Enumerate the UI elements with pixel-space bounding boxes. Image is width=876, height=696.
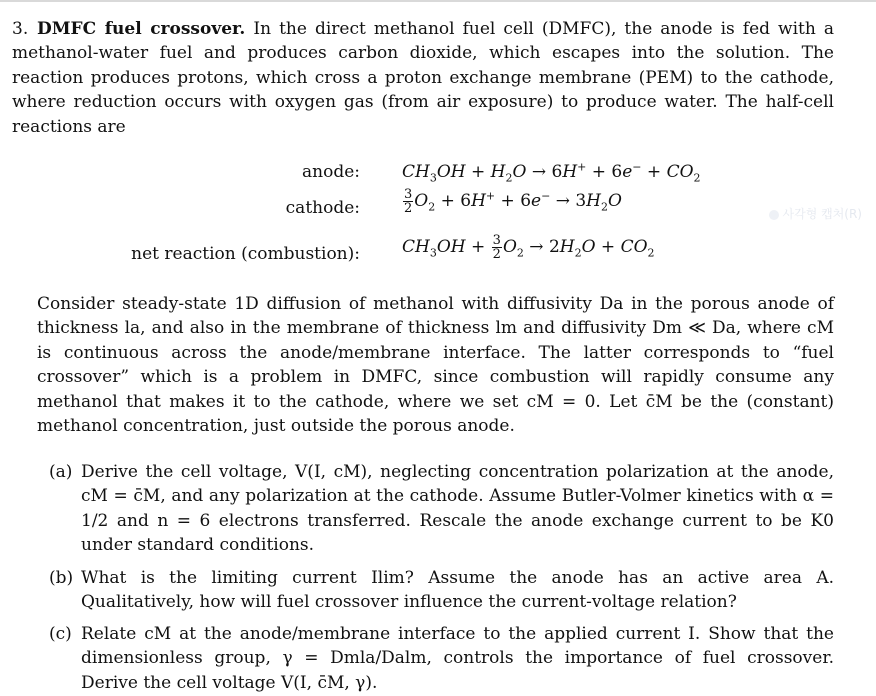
reaction-equation: $CH_3OH + H_2O \to 6H^+ + 6e^- + CO_2$ [402,160,701,185]
part-text: What is the limiting current Ilim? Assume the anode has an active area A. Qualitatively, how will fuel crossover influence the current-voltage relation? [81,568,834,613]
problem-intro [12,17,834,139]
reaction-label: cathode: [285,198,360,218]
reaction-label: net reaction (combustion): [131,244,360,264]
body-paragraph: Consider steady-state 1D diffusion of methanol with diffusivity Da in the porous anode of thickness la, and also in the membrane of thickness lm and diffusivity Dm ≪ Da, where cM is continuous across the anode/membrane interface. The latter corresponds to “fuel crossover” which is a problem in DMFC, since combustion will rapidly consume any methanol that makes it to the cathode, where we set cM = 0. Let c̄M be the (constant) methanol concentration, just outside the porous anode. [37,294,834,437]
part-text: Derive the cell voltage, V(I, cM), neglecting concentration polarization at the anode, cM = c̄M, and any polarization at the cathode. Assume Butler-Volmer kinetics with α = 1/2 and n = 6 electrons transferred. Rescale the anode exchange current to be K0 under standard conditions. [81,462,834,556]
reaction-net [0,233,876,272]
part-label: (b) [49,568,74,588]
reaction-equation: $\frac{3}{2}$ $O_2 + 6H^+ + 6e^- \to 3H_2O$ [404,187,622,216]
reaction-anode [0,160,876,190]
part-label: (a) [49,462,73,482]
part-label: (c) [49,624,72,644]
problem-title: DMFC fuel crossover. [37,19,246,39]
reaction-label: anode: [302,162,360,182]
top-rule [0,0,876,2]
part-text: Relate cM at the anode/membrane interface to the applied current I. Show that the dimensionless group, γ = Dmla/Dalm, controls the importance of fuel crossover. Derive the cell voltage V(I, c̄M, γ). [81,624,834,693]
watermark-text: 사각형 캡처(R) [782,207,862,221]
problem-number: 3. [12,19,29,39]
capture-watermark [712,204,862,224]
reaction-equation: $CH_3OH$ + $\frac{3}{2}$ $O_2 \to 2H_2O + CO_2$ [402,233,655,262]
watermark-icon [769,210,779,220]
problem-intro-text: In the direct methanol fuel cell (DMFC), the anode is fed with a methanol-water fuel and produces carbon dioxide, which escapes into the solution. The reaction produces protons, which cross a proton exchange membrane (PEM) to the cathode, where reduction occurs with oxygen gas (from air exposure) to produce water. The half-cell reactions are [12,19,834,137]
